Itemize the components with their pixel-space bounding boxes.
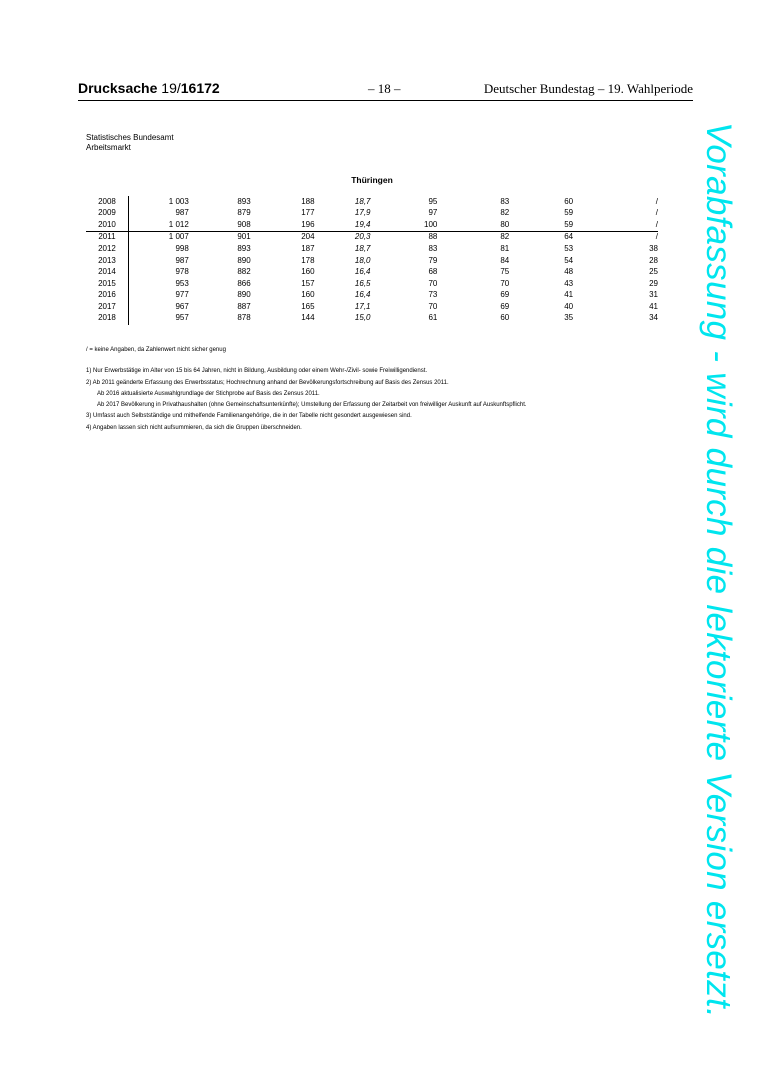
value-cell: 901 bbox=[237, 232, 251, 242]
year-cell: 2017 bbox=[86, 301, 128, 313]
value-cell: 19,4 bbox=[315, 219, 371, 231]
value-cell: 41 bbox=[564, 290, 574, 300]
value-cell: 987 bbox=[175, 208, 189, 218]
value-cell: / bbox=[655, 196, 658, 206]
value-cell: 82 bbox=[500, 232, 510, 242]
value-cell: 178 bbox=[301, 255, 315, 265]
value-cell: 83 bbox=[500, 196, 510, 206]
footnote-1: 1) Nur Erwerbstätige im Alter von 15 bis 64 Jahren, nicht in Bildung, Ausbildung oder einem Wehr-/Zivil- sowie Freiwilligendienst. bbox=[86, 368, 428, 375]
value-cell: 80 bbox=[437, 219, 509, 231]
value-cell: 83 bbox=[428, 243, 438, 253]
value-cell: 60 bbox=[500, 313, 510, 323]
header-publisher: Deutscher Bundestag – 19. Wahlperiode bbox=[483, 81, 693, 96]
footnote-3: 3) Umfasst auch Selbstständige und mithelfende Familienangehörige, die in der Tabelle nicht gesondert ausgewiesen sind. bbox=[86, 413, 412, 420]
value-cell: 60 bbox=[564, 196, 574, 206]
value-cell: 43 bbox=[564, 278, 574, 288]
year-cell: 2012 bbox=[86, 243, 128, 255]
footnote-slash: / = keine Angaben, da Zahlenwert nicht sicher genug bbox=[86, 347, 226, 353]
year-cell: 2013 bbox=[86, 255, 128, 267]
table-row bbox=[86, 267, 658, 279]
value-cell: 79 bbox=[428, 255, 438, 265]
footnote-4: 4) Angaben lassen sich nicht aufsummieren, da sich die Gruppen überschneiden. bbox=[86, 424, 302, 431]
value-cell: 866 bbox=[237, 278, 251, 288]
value-cell: 177 bbox=[301, 208, 315, 218]
value-cell: 40 bbox=[564, 301, 574, 311]
footnote-2b: Ab 2016 aktualisierte Auswahlgrundlage der Stichprobe auf Basis des Zensus 2011. bbox=[97, 390, 320, 397]
value-cell: 61 bbox=[428, 313, 438, 323]
value-cell: 16,4 bbox=[354, 267, 371, 277]
value-cell: 16,4 bbox=[354, 290, 371, 300]
year-cell: 2010 bbox=[86, 219, 128, 231]
value-cell: 188 bbox=[301, 196, 315, 206]
table-row bbox=[86, 255, 658, 267]
value-cell: 890 bbox=[237, 255, 251, 265]
value-cell: 25 bbox=[649, 267, 658, 277]
watermark-vorabfassung: Vorabfassung - wird durch die lektorierte Version ersetzt. bbox=[699, 122, 738, 1019]
value-cell: 953 bbox=[175, 278, 189, 288]
year-cell: 2009 bbox=[86, 208, 128, 220]
table-row bbox=[86, 231, 658, 243]
footnotes bbox=[86, 345, 686, 434]
page-header bbox=[78, 78, 693, 101]
value-cell: 187 bbox=[301, 243, 315, 253]
value-cell: 41 bbox=[649, 301, 658, 311]
table-row bbox=[86, 290, 658, 302]
value-cell: / bbox=[655, 208, 658, 218]
value-cell: 28 bbox=[649, 255, 658, 265]
value-cell: 84 bbox=[500, 255, 510, 265]
value-cell: 879 bbox=[237, 208, 251, 218]
value-cell: 17,1 bbox=[354, 301, 371, 311]
value-cell: 54 bbox=[564, 255, 574, 265]
value-cell: 15,0 bbox=[354, 313, 371, 323]
value-cell: 18,0 bbox=[354, 255, 371, 265]
value-cell: 81 bbox=[500, 243, 510, 253]
value-cell: 29 bbox=[649, 278, 658, 288]
value-cell: 882 bbox=[237, 267, 251, 277]
value-cell: 59 bbox=[509, 219, 573, 231]
value-cell: 100 bbox=[371, 219, 438, 231]
footnote-2c: Ab 2017 Bevölkerung in Privathaushalten (ohne Gemeinschaftsunterkünfte); Umstellung der Erfassung der Zeitarbeit von freiwilliger Auskunft auf Auskunftspflicht. bbox=[97, 402, 527, 409]
year-cell: 2018 bbox=[86, 313, 128, 325]
value-cell: / bbox=[655, 232, 658, 242]
table-row bbox=[86, 278, 658, 290]
value-cell: 887 bbox=[237, 301, 251, 311]
year-cell: 2014 bbox=[86, 267, 128, 279]
value-cell: 160 bbox=[301, 267, 315, 277]
table-row bbox=[86, 301, 658, 313]
value-cell: 957 bbox=[175, 313, 189, 323]
value-cell: 16,5 bbox=[354, 278, 371, 288]
table-title: Thüringen bbox=[351, 175, 393, 185]
value-cell: 160 bbox=[301, 290, 315, 300]
value-cell: 82 bbox=[500, 208, 510, 218]
value-cell: 68 bbox=[428, 267, 438, 277]
value-cell: 1 007 bbox=[168, 232, 189, 242]
year-cell: 2016 bbox=[86, 290, 128, 302]
value-cell: 53 bbox=[564, 243, 574, 253]
table-row bbox=[86, 196, 658, 208]
value-cell: 1 003 bbox=[168, 196, 189, 206]
table-row bbox=[86, 313, 658, 325]
value-cell: 97 bbox=[428, 208, 438, 218]
data-table bbox=[86, 196, 658, 325]
value-cell: 165 bbox=[301, 301, 315, 311]
value-cell: 34 bbox=[649, 313, 658, 323]
value-cell: 998 bbox=[175, 243, 189, 253]
drucksache-label: Drucksache 19/16172 bbox=[78, 80, 220, 96]
value-cell: 18,7 bbox=[354, 196, 371, 206]
source-line-2: Arbeitsmarkt bbox=[86, 143, 131, 152]
value-cell: 987 bbox=[175, 255, 189, 265]
value-cell: 196 bbox=[251, 219, 315, 231]
value-cell: 75 bbox=[500, 267, 510, 277]
value-cell: 978 bbox=[175, 267, 189, 277]
value-cell: 35 bbox=[564, 313, 574, 323]
year-cell: 2015 bbox=[86, 278, 128, 290]
table-row bbox=[86, 243, 658, 255]
table-row bbox=[86, 208, 658, 220]
value-cell: 70 bbox=[428, 301, 438, 311]
value-cell: 70 bbox=[428, 278, 438, 288]
value-cell: 48 bbox=[564, 267, 574, 277]
value-cell: 17,9 bbox=[354, 208, 371, 218]
value-cell: 893 bbox=[237, 196, 251, 206]
table-row bbox=[86, 219, 658, 231]
year-cell: 2008 bbox=[86, 196, 128, 208]
value-cell: 144 bbox=[301, 313, 315, 323]
page-number: – 18 – bbox=[368, 81, 401, 96]
source-line-1: Statistisches Bundesamt bbox=[86, 133, 174, 142]
value-cell: 69 bbox=[500, 290, 510, 300]
value-cell: 890 bbox=[237, 290, 251, 300]
value-cell: 157 bbox=[301, 278, 315, 288]
value-cell: 38 bbox=[649, 243, 658, 253]
value-cell: 204 bbox=[301, 232, 315, 242]
value-cell: / bbox=[573, 219, 658, 231]
value-cell: 18,7 bbox=[354, 243, 371, 253]
value-cell: 977 bbox=[175, 290, 189, 300]
value-cell: 1 012 bbox=[128, 219, 188, 231]
value-cell: 64 bbox=[564, 232, 574, 242]
value-cell: 59 bbox=[564, 208, 574, 218]
value-cell: 88 bbox=[428, 232, 438, 242]
year-cell: 2011 bbox=[86, 231, 128, 243]
value-cell: 893 bbox=[237, 243, 251, 253]
value-cell: 73 bbox=[428, 290, 438, 300]
value-cell: 908 bbox=[189, 219, 251, 231]
value-cell: 70 bbox=[500, 278, 510, 288]
value-cell: 20,3 bbox=[354, 232, 371, 242]
source-block bbox=[86, 133, 174, 153]
value-cell: 95 bbox=[428, 196, 438, 206]
value-cell: 967 bbox=[175, 301, 189, 311]
value-cell: 31 bbox=[649, 290, 658, 300]
footnote-2: 2) Ab 2011 geänderte Erfassung des Erwerbsstatus; Hochrechnung anhand der Bevölkerungsfortschreibung auf Basis des Zensus 2011. bbox=[86, 379, 449, 386]
value-cell: 69 bbox=[500, 301, 510, 311]
value-cell: 878 bbox=[237, 313, 251, 323]
